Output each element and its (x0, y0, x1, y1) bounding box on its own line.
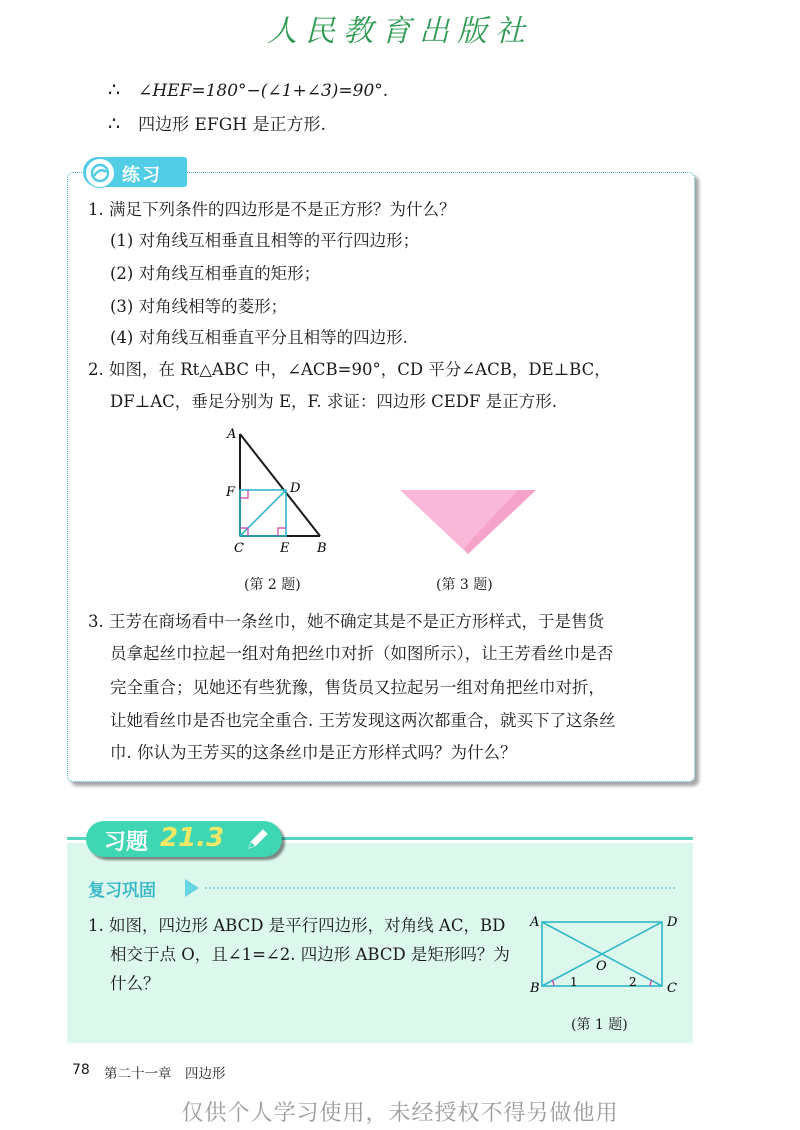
pencil-icon (245, 826, 271, 852)
practice-icon (85, 158, 115, 188)
q3-line-5: 巾. 你认为王芳买的这条丝巾是正方形样式吗？为什么？ (110, 743, 517, 762)
q1-stem: 1. 满足下列条件的四边形是不是正方形？为什么？ (88, 200, 456, 219)
label-b: B (317, 541, 327, 556)
swirl-icon (90, 163, 110, 183)
practice-title: 练习 (122, 165, 162, 186)
label-o: O (596, 959, 607, 974)
q1-item-1: (1) 对角线互相垂直且相等的平行四边形； (110, 231, 420, 250)
proof-text-2: 四边形 EFGH 是正方形. (138, 115, 326, 135)
review-divider (205, 887, 675, 889)
label-d: D (290, 481, 301, 496)
angle-1-label: 1 (570, 975, 578, 989)
label-a: A (530, 915, 540, 930)
figure-3-caption: (第 3 题) (436, 577, 493, 593)
label-a: A (227, 427, 237, 442)
ex-q1-line-2: 相交于点 O，且∠1=∠2. 四边形 ABCD 是矩形吗？为 (110, 945, 510, 964)
label-d: D (667, 915, 678, 930)
exercises-number: 21.3 (160, 823, 225, 853)
q1-item-2: (2) 对角线互相垂直的矩形； (110, 264, 321, 283)
figure-1-caption: (第 1 题) (571, 1017, 628, 1033)
label-f: F (226, 485, 236, 500)
label-b: B (530, 981, 540, 996)
q2-line-1: 2. 如图，在 Rt△ABC 中，∠ACB=90°，CD 平分∠ACB，DE⊥BC， (88, 360, 611, 379)
therefore-symbol: ∴ (108, 113, 121, 135)
figure-1-rectangle (528, 912, 688, 996)
q1-item-4: (4) 对角线互相垂直平分且相等的四边形. (110, 328, 408, 347)
proof-text-1: ∠HEF=180°−(∠1+∠3)=90°. (138, 81, 389, 101)
angle-2-label: 2 (629, 975, 637, 989)
q3-line-4: 让她看丝巾是否也完全重合. 王芳发现这两次都重合，就买下了这条丝 (110, 711, 616, 730)
ex-q1-line-1: 1. 如图，四边形 ABCD 是平行四边形，对角线 AC，BD (88, 916, 506, 935)
proof-line-1 (108, 78, 388, 103)
page-number: 78 (72, 1062, 90, 1078)
q2-line-2: DF⊥AC，垂足分别为 E，F. 求证：四边形 CEDF 是正方形. (110, 392, 557, 411)
q3-line-2: 员拿起丝巾拉起一组对角把丝巾对折（如图所示），让王芳看丝巾是否 (110, 644, 614, 663)
figure-3-scarf (398, 488, 538, 558)
q1-item-3: (3) 对角线相等的菱形； (110, 297, 288, 316)
figure-2-triangle (222, 422, 340, 558)
label-e: E (280, 541, 290, 556)
therefore-symbol: ∴ (108, 79, 121, 101)
play-arrow-icon (185, 879, 199, 897)
figure-2-caption: (第 2 题) (244, 577, 301, 593)
watermark: 仅供个人学习使用，未经授权不得另做他用 (181, 1101, 619, 1126)
publisher-logo: 人民教育出版社 (267, 14, 533, 49)
chapter-title: 第二十一章 四边形 (104, 1066, 226, 1082)
label-c: C (667, 981, 677, 996)
q3-line-1: 3. 王芳在商场看中一条丝巾，她不确定其是不是正方形样式，于是售货 (88, 612, 604, 631)
ex-q1-line-3: 什么？ (110, 974, 160, 993)
proof-line-2 (108, 112, 326, 137)
q3-line-3: 完全重合；见她还有些犹豫，售货员又拉起另一组对角把丝巾对折， (110, 678, 605, 697)
label-c: C (234, 541, 244, 556)
review-heading: 复习巩固 (88, 881, 156, 901)
exercises-label: 习题 (104, 830, 149, 855)
